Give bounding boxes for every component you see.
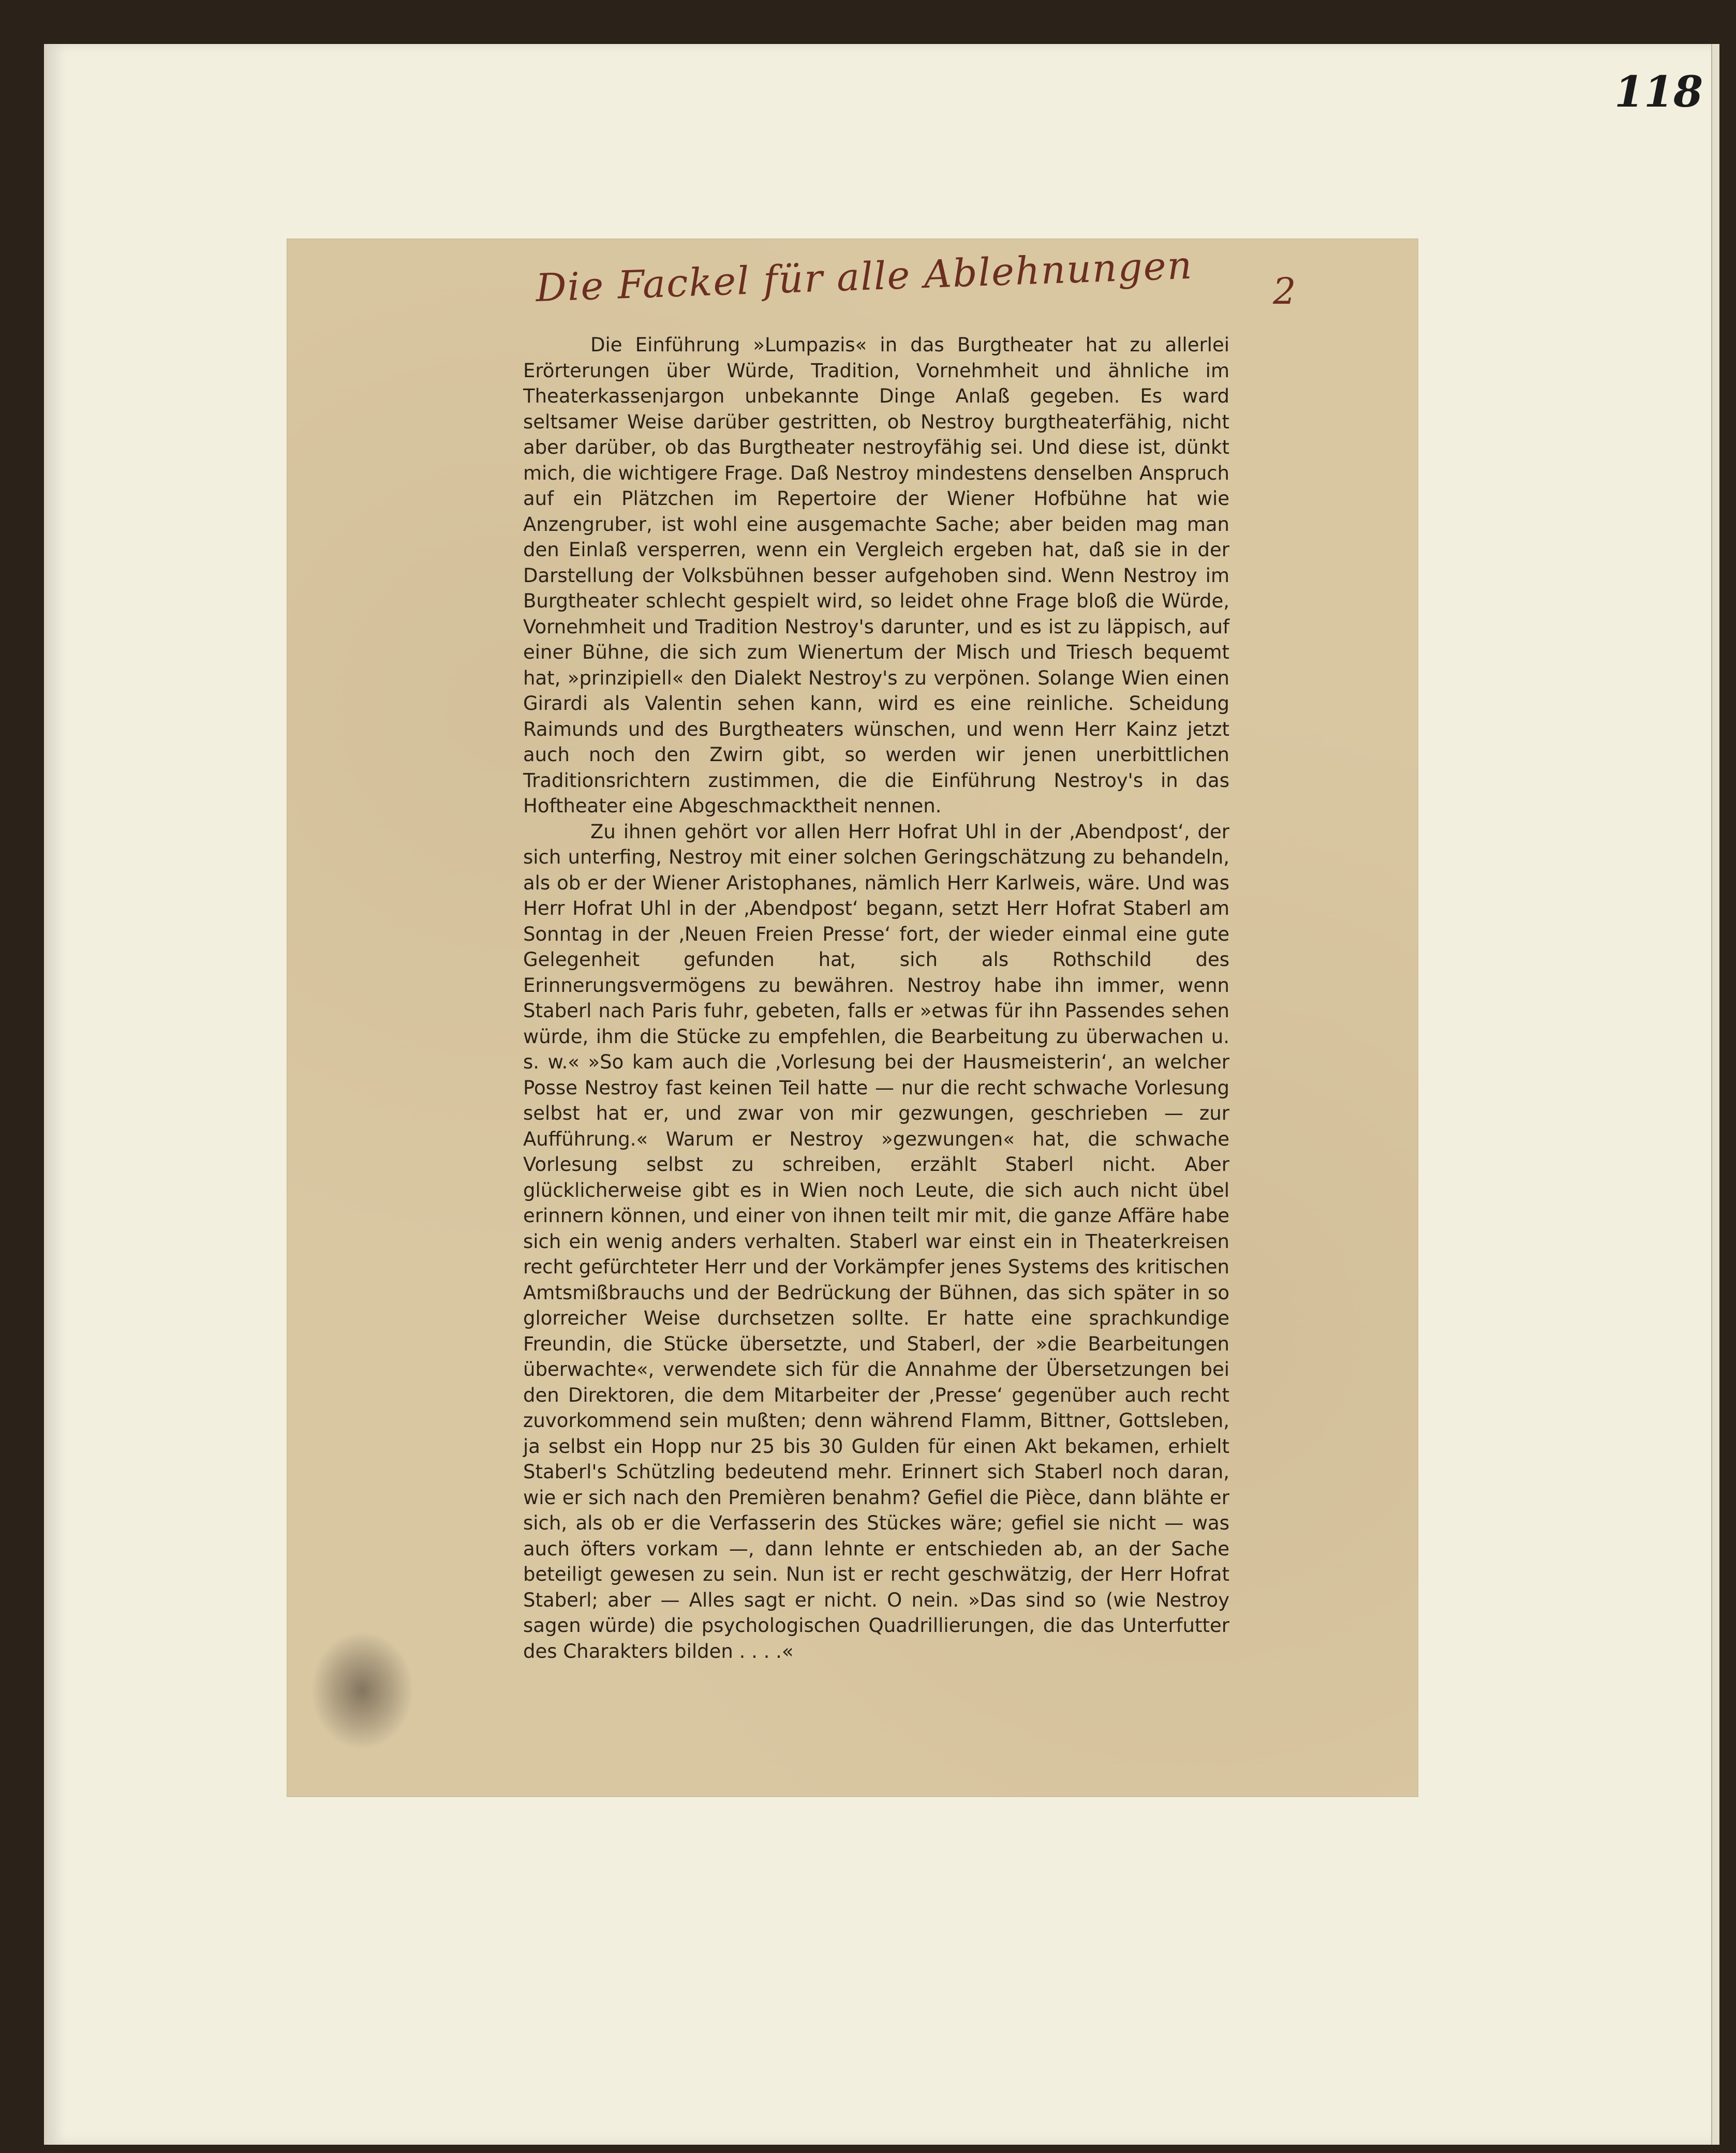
- album-page-edge: [1711, 44, 1719, 2145]
- folio-number: 118: [1614, 67, 1703, 117]
- newspaper-clipping: [287, 239, 1418, 1796]
- handwritten-note: Die Fackel für alle Ablehnungen: [535, 243, 1194, 311]
- clipping-page-number: 2: [1273, 270, 1296, 313]
- article-paragraph-2: Zu ihnen gehört vor allen Herr Hofrat Uhl in der ‚Abendpost‘, der sich unterfing, Nestroy mit einer solchen Geringschätzung zu behandeln, als ob er der Wiener Aristophanes, nämlich Herr Karlweis, wäre. Und was Herr Hofrat Uhl in der ‚Abendpost‘ begann, setzt Herr Hofrat Staberl am Sonntag in der ‚Neuen Freien Presse‘ fort, der wieder einmal eine gute Gelegenheit gefunden hat, sich als Rothschild des Erinnerungsvermögens zu bewähren. Nestroy habe ihn immer, wenn Staberl nach Paris fuhr, gebeten, falls er »etwas für ihn Passendes sehen würde, ihm die Stücke zu empfehlen, die Bearbeitung zu überwachen u. s. w.« »So kam auch die ‚Vorlesung bei der Hausmeisterin‘, an welcher Posse Nestroy fast keinen Teil hatte — nur die recht schwache Vorlesung selbst hat er, und zwar von mir gezwungen, geschrieben — zur Aufführung.« Warum er Nestroy »gezwungen« hat, die schwache Vorlesung selbst zu schreiben, erzählt Staberl nicht. Aber glücklicherweise gibt es in Wien noch Leute, die sich auch nicht übel erinnern können, und einer von ihnen teilt mir mit, die ganze Affäre habe sich ein wenig anders verhalten. Staberl war einst ein in Theaterkreisen recht gefürchteter Herr und der Vorkämpfer jenes Systems des kritischen Amtsmißbrauchs und der Bedrückung der Bühnen, das sich später in so glorreicher Weise durchsetzen sollte. Er hatte eine sprachkundige Freundin, die Stücke übersetzte, und Staberl, der »die Bearbeitungen überwachte«, verwendete sich für die Annahme der Übersetzungen bei den Direktoren, die dem Mitarbeiter der ‚Presse‘ gegenüber auch recht zuvorkommend sein mußten; denn während Flamm, Bittner, Gottsleben, ja selbst ein Hopp nur 25 bis 30 Gulden für einen Akt bekamen, erhielt Staberl's Schützling bedeutend mehr. Erinnert sich Staberl noch daran, wie er sich nach den Premièren benahm? Gefiel die Pièce, dann blähte er sich, als ob er die Verfasserin des Stückes wäre; gefiel sie nicht — was auch öfters vorkam —, dann lehnte er entschieden ab, an der Sache beteiligt gewesen zu sein. Nun ist er recht geschwätzig, der Herr Hofrat Staberl; aber — Alles sagt er nicht. O nein. »Das sind so (wie Nestroy sagen würde) die psychologischen Quadrillierungen, die das Unterfutter des Charakters bilden . . . .«: [523, 820, 1229, 1662]
- article-paragraph-1: Die Einführung »Lumpazis« in das Burgtheater hat zu allerlei Erörterungen über Würde, Tradition, Vornehmheit und ähnliche im Theaterkassenjargon unbekannte Dinge Anlaß gegeben. Es ward seltsamer Weise darüber gestritten, ob Nestroy burgtheaterfähig, nicht aber darüber, ob das Burgtheater nestroyfähig sei. Und diese ist, dünkt mich, die wichtigere Frage. Daß Nestroy mindestens denselben Anspruch auf ein Plätzchen im Repertoire der Wiener Hofbühne hat wie Anzengruber, ist wohl eine ausgemachte Sache; aber beiden mag man den Einlaß versperren, wenn ein Vergleich ergeben hat, daß sie in der Darstellung der Volksbühnen besser aufgehoben sind. Wenn Nestroy im Burgtheater schlecht gespielt wird, so leidet ohne Frage bloß die Würde, Vornehmheit und Tradition Nestroy's darunter, und es ist zu läppisch, auf einer Bühne, die sich zum Wienertum der Misch und Triesch bequemt hat, »prinzipiell« den Dialekt Nestroy's zu verpönen. Solange Wien einen Girardi als Valentin sehen kann, wird es eine reinliche. Scheidung Raimunds und des Burgtheaters wünschen, und wenn Herr Kainz jetzt auch noch den Zwirn gibt, so werden wir jenen unerbittlichen Traditionsrichtern zustimmen, die die Einführung Nestroy's in das Hoftheater eine Abgeschmacktheit nennen.: [523, 334, 1229, 817]
- article-text: [523, 332, 1229, 1664]
- ink-smudge: [310, 1631, 414, 1750]
